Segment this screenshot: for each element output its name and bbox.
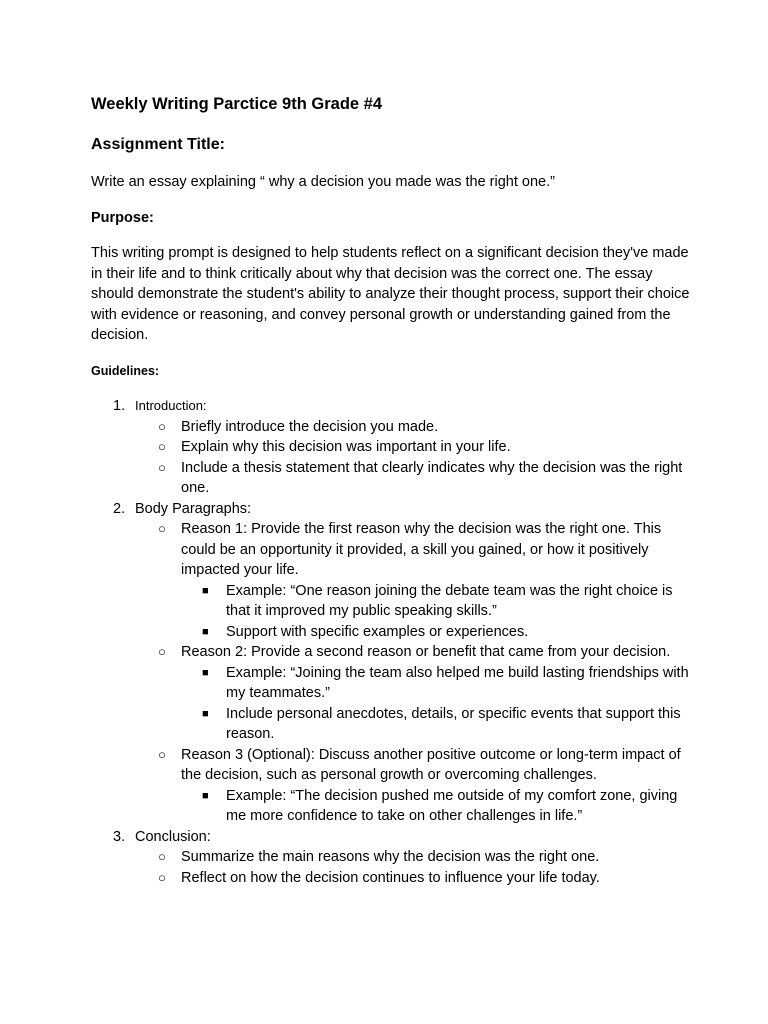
hollow-circle-bullet-icon: ○ (158, 869, 166, 885)
hollow-circle-bullet-icon: ○ (158, 459, 166, 475)
guideline-label: Body Paragraphs: (135, 500, 252, 517)
document-title: Weekly Writing Parctice 9th Grade #4 (91, 95, 383, 113)
guideline-item (91, 499, 691, 520)
hollow-circle-bullet-icon: ○ (158, 746, 166, 762)
guideline-label: Conclusion: (135, 828, 211, 845)
square-bullet-icon: ■ (202, 666, 209, 679)
list-item-text: Reason 2: Provide a second reason or benefit that came from your decision. (181, 644, 671, 660)
list-item (91, 847, 691, 868)
list-number: 2. (113, 500, 126, 517)
list-item-text: Explain why this decision was important in your life. (181, 439, 511, 455)
list-item-text: Include a thesis statement that clearly indicates why the decision was the right one. (181, 459, 683, 496)
list-item (91, 458, 691, 499)
list-item-text: Reason 1: Provide the first reason why the decision was the right one. This could be an opportunity it provided, a skill you gained, or how it positively impacted your life. (181, 521, 662, 578)
list-number: 3. (113, 828, 126, 845)
list-item (91, 417, 691, 438)
list-item-text: Example: “One reason joining the debate team was the right choice is that it improved my public speaking skills.” (226, 582, 673, 619)
list-number: 1. (113, 398, 126, 414)
list-item-text: Example: “The decision pushed me outside of my comfort zone, giving me more confidence to take on other challenges in life.” (226, 787, 678, 824)
hollow-circle-bullet-icon: ○ (158, 439, 166, 454)
list-item-text: Support with specific examples or experiences. (226, 623, 529, 640)
hollow-circle-bullet-icon: ○ (158, 418, 166, 434)
list-item-text: Example: “Joining the team also helped me build lasting friendships with my teammates.” (226, 664, 689, 701)
guideline-label: Introduction: (135, 398, 207, 413)
square-bullet-icon: ■ (202, 584, 209, 597)
list-item (91, 786, 691, 827)
hollow-circle-bullet-icon: ○ (158, 644, 166, 659)
hollow-circle-bullet-icon: ○ (158, 521, 166, 536)
purpose-text: This writing prompt is designed to help students reflect on a significant decision they've made in their life and to think critically about why that decision was the correct one. The essay should demonstrate the student's ability to analyze their thought process, support their choice with evidence or reasoning, and convey personal growth or understanding gained from the decision. (91, 245, 690, 343)
list-item (91, 868, 691, 889)
list-item-text: Reflect on how the decision continues to influence your life today. (181, 869, 600, 886)
list-item (91, 437, 691, 458)
purpose-heading: Purpose: (91, 210, 154, 226)
assignment-text: Write an essay explaining “ why a decision you made was the right one.” (91, 174, 555, 190)
square-bullet-icon: ■ (202, 625, 209, 638)
guidelines-list (91, 396, 691, 888)
list-item-text: Briefly introduce the decision you made. (181, 418, 439, 435)
list-item-text: Summarize the main reasons why the decision was the right one. (181, 849, 600, 865)
hollow-circle-bullet-icon: ○ (158, 849, 166, 864)
guideline-item (91, 827, 691, 848)
list-item (91, 519, 691, 581)
list-item (91, 663, 691, 704)
assignment-heading: Assignment Title: (91, 136, 225, 153)
square-bullet-icon: ■ (202, 707, 209, 720)
list-item (91, 581, 691, 622)
list-item-text: Reason 3 (Optional): Discuss another positive outcome or long-term impact of the decision, such as personal growth or overcoming challenges. (181, 746, 681, 783)
list-item (91, 704, 691, 745)
list-item-text: Include personal anecdotes, details, or specific events that support this reason. (226, 705, 681, 742)
guideline-item (91, 396, 691, 417)
square-bullet-icon: ■ (202, 789, 209, 802)
list-item (91, 642, 691, 663)
guidelines-heading: Guidelines: (91, 364, 160, 378)
list-item (91, 745, 691, 786)
list-item (91, 622, 691, 643)
